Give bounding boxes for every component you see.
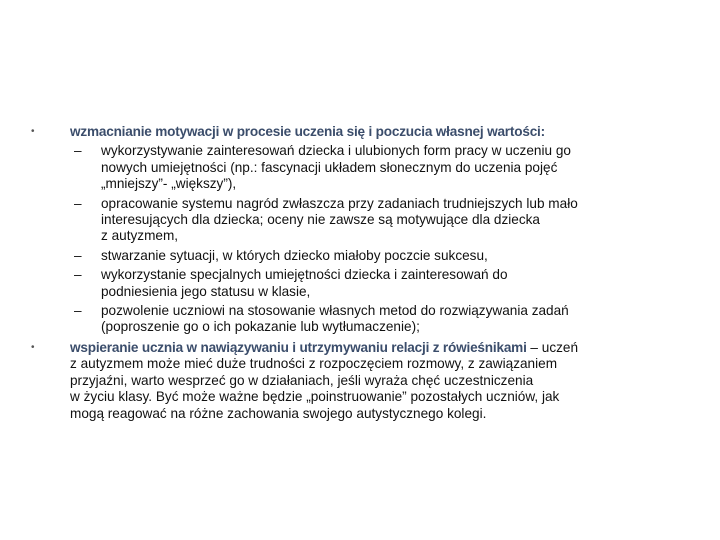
paragraph-line: mogą reagować na różne zachowania swojego autystycznego kolegi.: [70, 405, 487, 421]
sub-item-line: pozwolenie uczniowi na stosowanie własnych metod do rozwiązywania zadań: [101, 303, 569, 319]
sub-item-line: „mniejszy”- „większy”),: [101, 176, 237, 192]
sub-item-line: wykorzystywanie zainteresowań dziecka i ulubionych form pracy w uczeniu go: [101, 143, 571, 159]
dash-bullet-icon: –: [74, 303, 82, 319]
paragraph-line: w życiu klasy. Być może ważne będzie „poinstruowanie” pozostałych uczniów, jak: [70, 389, 560, 405]
dash-bullet-icon: –: [74, 267, 82, 283]
dash-bullet-icon: –: [74, 195, 82, 211]
sub-item: [0, 143, 720, 192]
bullet-item-peer-relations: [0, 340, 720, 422]
bullet-icon: •: [31, 126, 35, 137]
item-first-line: [70, 340, 720, 356]
sub-item-line: opracowanie systemu nagród zwłaszcza przy zadaniach trudniejszych lub mało: [101, 195, 578, 211]
sub-item-line: podniesienia jego statusu w klasie,: [101, 283, 311, 299]
sub-item-line: wykorzystanie specjalnych umiejętności dziecka i zainteresowań do: [101, 267, 508, 283]
sub-item: [0, 196, 720, 245]
paragraph-line: przyjaźni, warto wesprzeć go w działaniach, jeśli wyraża chęć uczestniczenia: [70, 372, 534, 388]
dash-bullet-icon: –: [74, 247, 82, 263]
bullet-icon: •: [31, 341, 35, 353]
sub-item: [0, 303, 720, 336]
slide-content: [0, 124, 720, 426]
sub-item-line: stwarzanie sytuacji, w których dziecko miałoby poczcie sukcesu,: [101, 247, 488, 263]
bullet-item-motivation: [0, 124, 720, 336]
paragraph-line: z autyzmem może mieć duże trudności z rozpoczęciem rozmowy, z zawiązaniem: [70, 356, 558, 372]
dash-bullet-icon: –: [74, 143, 82, 159]
sub-item: [0, 267, 720, 300]
sub-item-line: nowych umiejętności (np.: fascynacji układem słonecznym do uczenia pojęć: [101, 159, 558, 175]
sub-item-line: (poproszenie go o ich pokazanie lub wytłumaczenie);: [101, 319, 420, 335]
item-heading: wspieranie ucznia w nawiązywaniu i utrzymywaniu relacji z rówieśnikami: [70, 339, 527, 355]
item-heading: wzmacnianie motywacji w procesie uczenia się i poczucia własnej wartości:: [70, 124, 545, 139]
sub-item-line: z autyzmem,: [101, 228, 179, 244]
sub-item-line: interesujących dla dziecka; oceny nie zawsze są motywujące dla dziecka: [101, 212, 540, 228]
sub-item: [0, 248, 720, 264]
item-heading-continuation: – uczeń: [526, 339, 579, 355]
